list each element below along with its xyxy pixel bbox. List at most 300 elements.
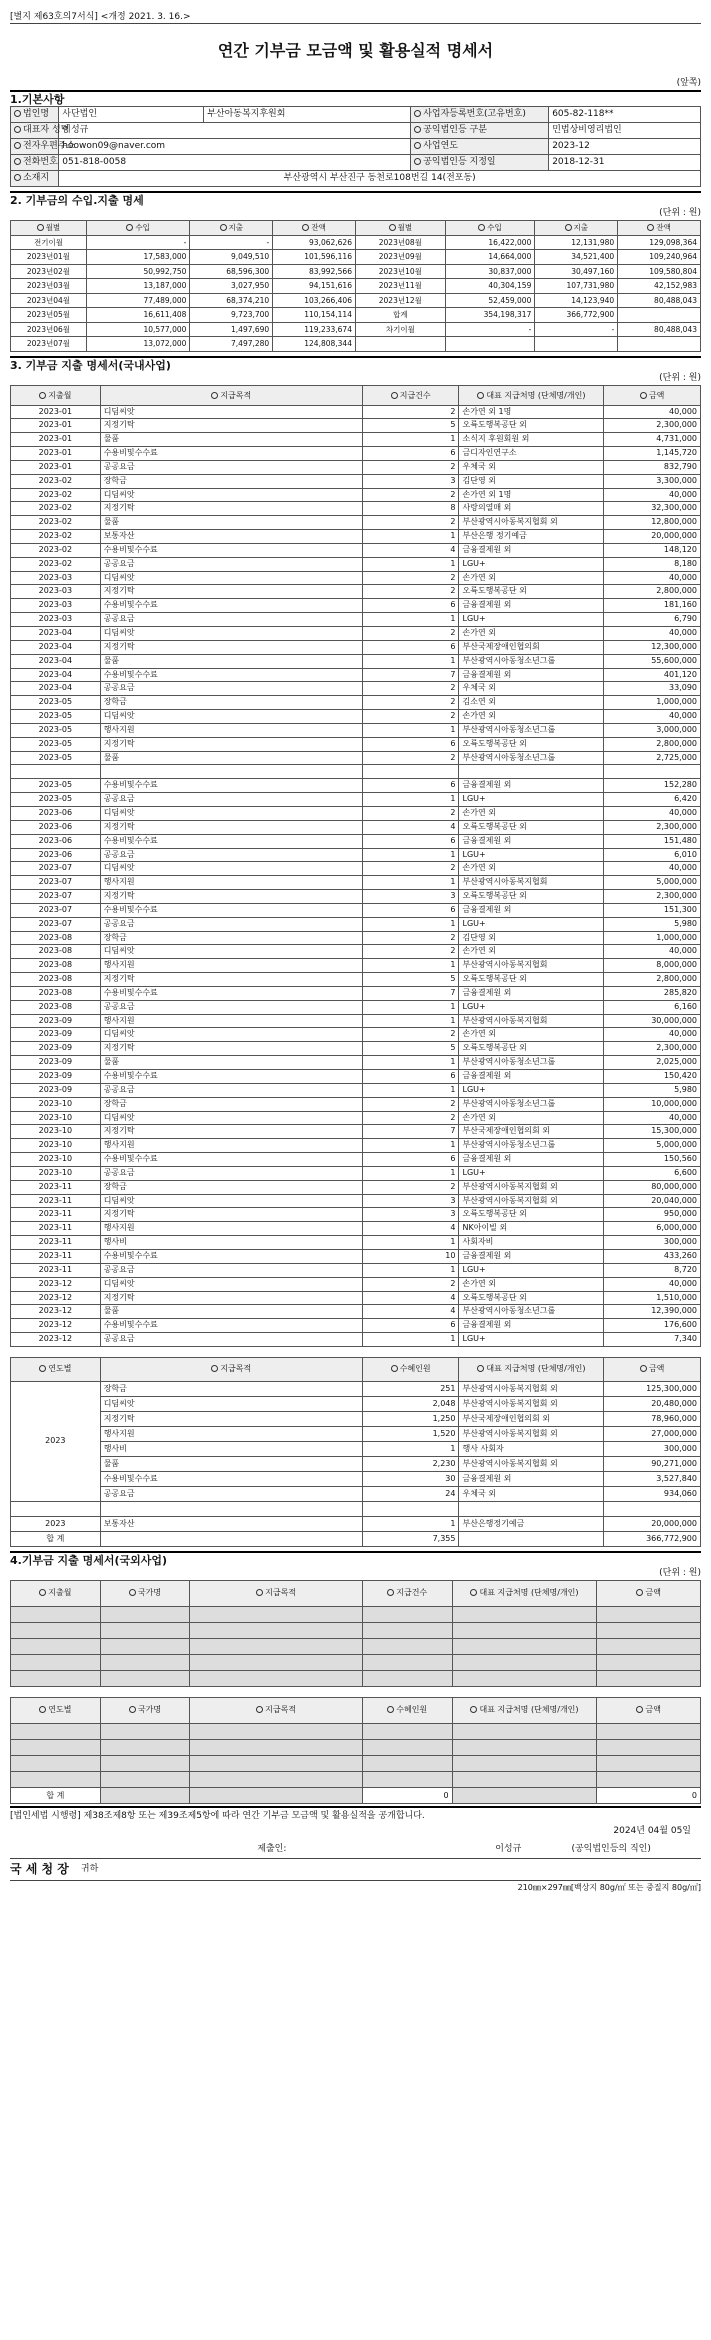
column-header-label: 국가명 [137, 1705, 162, 1715]
table-row [11, 1277, 701, 1291]
month-cell: 2023년03월 [11, 279, 87, 294]
count-cell: 1 [362, 1236, 459, 1250]
count-cell: 1 [362, 1166, 459, 1180]
table-row [11, 1333, 701, 1347]
table-row [11, 848, 701, 862]
recipient-cell: 오륙도행복공단 외 [459, 1208, 604, 1222]
count-cell: 6 [362, 834, 459, 848]
month-cell: 2023-05 [11, 710, 101, 724]
purpose-cell: 장학금 [100, 1180, 362, 1194]
amount-cell: 14,123,940 [535, 293, 618, 308]
report-date: 2024년 04월 05일 [613, 1825, 691, 1836]
recipient-cell: 부산국제장애인협의회 외 [459, 1125, 604, 1139]
amount-cell: 832,790 [604, 460, 701, 474]
table-row [11, 1097, 701, 1111]
month-cell: 2023-12 [11, 1333, 101, 1347]
amount-cell: 40,000 [604, 806, 701, 820]
amount-cell: 8,720 [604, 1263, 701, 1277]
amount-cell [618, 337, 701, 352]
recipient-cell: 부산광역시아동복지협회 외 [459, 516, 604, 530]
table-row [11, 820, 701, 834]
column-header-label: 지급목적 [220, 390, 252, 400]
column-header [597, 1580, 701, 1606]
circle-bullet-icon [14, 126, 21, 133]
foreign-unit-label: (단위 : 원) [659, 1567, 701, 1578]
column-header [452, 1697, 597, 1723]
count-cell: 2 [362, 806, 459, 820]
month-cell: 2023-01 [11, 447, 101, 461]
amount-cell: 125,300,000 [604, 1381, 701, 1396]
count-cell: 251 [362, 1381, 459, 1396]
empty-cell [190, 1771, 363, 1787]
amount-cell: 176,600 [604, 1319, 701, 1333]
amount-cell: 152,280 [604, 779, 701, 793]
month-cell: 2023년09월 [355, 250, 445, 265]
table-row [11, 1153, 701, 1167]
amount-cell: 300,000 [604, 1441, 701, 1456]
month-cell: 2023-11 [11, 1249, 101, 1263]
domestic-header-row [11, 385, 701, 405]
column-header [604, 1357, 701, 1381]
circle-bullet-icon [478, 224, 485, 231]
table-row [11, 1166, 701, 1180]
basic-row [11, 171, 701, 187]
purpose-cell: 공공요금 [100, 848, 362, 862]
month-cell: 전기이월 [11, 235, 87, 250]
month-cell: 2023-09 [11, 1070, 101, 1084]
month-cell: 2023-08 [11, 986, 101, 1000]
purpose-cell: 수용비및수수료 [100, 1070, 362, 1084]
amount-cell: 55,600,000 [604, 654, 701, 668]
amount-cell: 14,664,000 [445, 250, 535, 265]
month-cell: 합계 [355, 308, 445, 323]
agency-name: 국 세 청 장 [10, 1862, 69, 1877]
recipient-cell: 김단영 외 [459, 474, 604, 488]
count-cell: 6 [362, 1153, 459, 1167]
month-cell: 2023년10월 [355, 264, 445, 279]
amount-cell: - [535, 322, 618, 337]
circle-bullet-icon [636, 1706, 643, 1713]
amount-cell: 80,000,000 [604, 1180, 701, 1194]
amount-cell: 10,000,000 [604, 1097, 701, 1111]
count-cell: 4 [362, 1222, 459, 1236]
summary-row [11, 1441, 701, 1456]
circle-bullet-icon [39, 392, 46, 399]
empty-cell [362, 1654, 452, 1670]
count-cell: 1 [362, 793, 459, 807]
income-row [11, 279, 701, 294]
month-cell: 2023-01 [11, 419, 101, 433]
table-row [11, 931, 701, 945]
column-header [535, 221, 618, 236]
month-cell: 2023년07월 [11, 337, 87, 352]
recipient-cell: 소식지 후원회원 외 [459, 433, 604, 447]
basic-value: 사단법인 [59, 107, 204, 123]
count-cell: 2,230 [362, 1456, 459, 1471]
purpose-cell: 보통자산 [100, 530, 362, 544]
recipient-cell: 금융결제원 외 [459, 1471, 604, 1486]
column-header [11, 1357, 101, 1381]
count-cell: 1 [362, 723, 459, 737]
summary-header-row [11, 1357, 701, 1381]
purpose-cell: 보통자산 [100, 1516, 362, 1531]
circle-bullet-icon [211, 392, 218, 399]
recipient-cell: 금융결제원 외 [459, 599, 604, 613]
circle-bullet-icon [39, 1706, 46, 1713]
circle-bullet-icon [565, 224, 572, 231]
column-header [618, 221, 701, 236]
column-header [604, 385, 701, 405]
empty-cell [452, 1755, 597, 1771]
count-cell: 2 [362, 627, 459, 641]
count-cell: 1 [362, 557, 459, 571]
recipient-cell: LGU+ [459, 613, 604, 627]
submitter-label: 제출인: [257, 1843, 287, 1854]
count-cell: 2 [362, 488, 459, 502]
count-cell: 3 [362, 1194, 459, 1208]
amount-cell: - [86, 235, 190, 250]
total-amount: 366,772,900 [604, 1531, 701, 1546]
month-cell: 2023-09 [11, 1014, 101, 1028]
foreign-empty-row [11, 1670, 701, 1686]
purpose-cell: 물품 [100, 516, 362, 530]
count-cell: 2 [362, 1180, 459, 1194]
empty-cell [362, 1501, 459, 1516]
recipient-cell: 사랑의열매 외 [459, 502, 604, 516]
month-cell: 2023-08 [11, 945, 101, 959]
empty-cell [11, 1654, 101, 1670]
table-row [11, 890, 701, 904]
empty-cell [100, 1670, 190, 1686]
purpose-cell: 공공요금 [100, 682, 362, 696]
table-row [11, 1042, 701, 1056]
paper-spec: 210㎜×297㎜[백상지 80g/㎡ 또는 중질지 80g/㎡] [10, 1880, 701, 1894]
recipient-cell: 금융결제원 외 [459, 834, 604, 848]
recipient-cell: 우체국 외 [459, 1486, 604, 1501]
empty-cell [190, 1755, 363, 1771]
empty-cell [100, 1654, 190, 1670]
empty-cell [100, 1638, 190, 1654]
recipient-cell: LGU+ [459, 848, 604, 862]
column-header [452, 1580, 597, 1606]
amount-cell: 40,000 [604, 710, 701, 724]
total-count: 0 [362, 1787, 452, 1803]
count-cell: 2 [362, 751, 459, 765]
basic-label: 대표자 성명 [11, 123, 59, 139]
count-cell: 1,250 [362, 1411, 459, 1426]
amount-cell: 40,000 [604, 488, 701, 502]
amount-cell: 30,497,160 [535, 264, 618, 279]
table-row [11, 1236, 701, 1250]
empty-cell [190, 1739, 363, 1755]
circle-bullet-icon [129, 1706, 136, 1713]
count-cell: 1 [362, 654, 459, 668]
amount-cell: 354,198,317 [445, 308, 535, 323]
month-cell: 2023-12 [11, 1319, 101, 1333]
amount-cell: 103,266,406 [273, 293, 356, 308]
count-cell: 6 [362, 599, 459, 613]
purpose-cell: 공공요금 [100, 793, 362, 807]
empty-cell [452, 1739, 597, 1755]
table-row [11, 1263, 701, 1277]
summary-total-row [11, 1531, 701, 1546]
month-cell: 2023-08 [11, 959, 101, 973]
basic-value: 이성규 [59, 123, 411, 139]
month-cell: 2023-10 [11, 1111, 101, 1125]
circle-bullet-icon [636, 1589, 643, 1596]
recipient-cell: 금디자인연구소 [459, 447, 604, 461]
count-cell: 1 [362, 1333, 459, 1347]
table-row [11, 474, 701, 488]
summary-row [11, 1381, 701, 1396]
month-cell: 2023-09 [11, 1056, 101, 1070]
amount-cell: 40,000 [604, 862, 701, 876]
table-row [11, 834, 701, 848]
amount-cell: 181,160 [604, 599, 701, 613]
recipient-cell: 금융결제원 외 [459, 1153, 604, 1167]
purpose-cell: 지정기탁 [100, 890, 362, 904]
count-cell: 5 [362, 419, 459, 433]
circle-bullet-icon [302, 224, 309, 231]
amount-cell: 2,800,000 [604, 973, 701, 987]
recipient-cell: 손가연 외 [459, 862, 604, 876]
income-header-row [11, 221, 701, 236]
count-cell: 1 [362, 433, 459, 447]
column-header-label: 금액 [648, 390, 665, 400]
amount-cell: 20,000,000 [604, 530, 701, 544]
recipient-cell: 손가연 외 [459, 627, 604, 641]
column-header [100, 385, 362, 405]
purpose-cell: 디딤씨앗 [100, 945, 362, 959]
count-cell: 1,520 [362, 1426, 459, 1441]
basic-row [11, 107, 701, 123]
purpose-cell: 지정기탁 [100, 1042, 362, 1056]
month-cell: 2023-09 [11, 1042, 101, 1056]
count-cell: 8 [362, 502, 459, 516]
amount-cell: 110,154,114 [273, 308, 356, 323]
table-row [11, 986, 701, 1000]
count-cell: 1 [362, 1083, 459, 1097]
table-row [11, 917, 701, 931]
month-cell: 2023년01월 [11, 250, 87, 265]
amount-cell: 32,300,000 [604, 502, 701, 516]
amount-cell: 52,459,000 [445, 293, 535, 308]
empty-cell [11, 1755, 101, 1771]
circle-bullet-icon [387, 1589, 394, 1596]
recipient-cell: 오륙도행복공단 외 [459, 737, 604, 751]
purpose-cell: 장학금 [100, 1381, 362, 1396]
count-cell: 1 [362, 917, 459, 931]
table-row [11, 793, 701, 807]
count-cell: 1 [362, 1441, 459, 1456]
amount-cell: 40,000 [604, 1111, 701, 1125]
total-count: 7,355 [362, 1531, 459, 1546]
purpose-cell: 지정기탁 [100, 1208, 362, 1222]
basic-value-right: 2023-12 [549, 139, 701, 155]
purpose-cell: 행사지원 [100, 1014, 362, 1028]
recipient-cell: 부산광역시아동청소년그룹 [459, 1305, 604, 1319]
amount-cell: 40,000 [604, 1277, 701, 1291]
recipient-cell: 부산국제장애인협의회 [459, 640, 604, 654]
empty-cell [597, 1723, 701, 1739]
amount-cell: 433,260 [604, 1249, 701, 1263]
column-header-label: 지출 [573, 223, 588, 232]
count-cell: 24 [362, 1486, 459, 1501]
amount-cell: 2,800,000 [604, 585, 701, 599]
recipient-cell: 부산광역시아동복지협회 [459, 1014, 604, 1028]
count-cell: 2 [362, 1028, 459, 1042]
month-cell: 2023-04 [11, 627, 101, 641]
column-header-label: 대표 지급처명 (단체명/개인) [479, 1588, 579, 1598]
basic-label-right: 공익법인등 구분 [411, 123, 549, 139]
recipient-cell: 사회자비 [459, 1236, 604, 1250]
circle-bullet-icon [414, 126, 421, 133]
count-cell: 2 [362, 1111, 459, 1125]
recipient-cell: 오륙도행복공단 외 [459, 890, 604, 904]
column-header [100, 1697, 190, 1723]
empty-cell [100, 1755, 190, 1771]
count-cell: 7 [362, 986, 459, 1000]
amount-cell: 80,488,043 [618, 293, 701, 308]
purpose-cell: 공공요금 [100, 1263, 362, 1277]
column-header-label: 연도별 [48, 1705, 72, 1715]
table-row [11, 599, 701, 613]
amount-cell: 94,151,616 [273, 279, 356, 294]
total-amount: 0 [597, 1787, 701, 1803]
amount-cell: 1,497,690 [190, 322, 273, 337]
recipient-cell: 우체국 외 [459, 682, 604, 696]
recipient-cell: 부산광역시아동복지협회 외 [459, 1396, 604, 1411]
table-row [11, 862, 701, 876]
circle-bullet-icon [414, 142, 421, 149]
domestic-table [10, 385, 701, 1347]
count-cell: 3 [362, 890, 459, 904]
empty-cell [597, 1755, 701, 1771]
table-row [11, 502, 701, 516]
purpose-cell: 디딤씨앗 [100, 627, 362, 641]
month-cell: 2023-02 [11, 502, 101, 516]
amount-cell: 124,808,344 [273, 337, 356, 352]
empty-cell [362, 1638, 452, 1654]
amount-cell [618, 308, 701, 323]
foreign-summary-empty-row [11, 1755, 701, 1771]
month-cell: 2023-11 [11, 1222, 101, 1236]
count-cell: 2,048 [362, 1396, 459, 1411]
amount-cell: 1,510,000 [604, 1291, 701, 1305]
amount-cell: 9,049,510 [190, 250, 273, 265]
column-header [11, 1580, 101, 1606]
purpose-cell: 공공요금 [100, 1166, 362, 1180]
amount-cell: 3,000,000 [604, 723, 701, 737]
count-cell: 2 [362, 460, 459, 474]
month-cell: 2023-04 [11, 668, 101, 682]
amount-cell: 109,240,964 [618, 250, 701, 265]
purpose-cell: 장학금 [100, 474, 362, 488]
circle-bullet-icon [477, 1365, 484, 1372]
count-cell: 3 [362, 474, 459, 488]
table-row [11, 627, 701, 641]
table-row [11, 903, 701, 917]
month-cell: 2023년06월 [11, 322, 87, 337]
foreign-summary-empty-row [11, 1723, 701, 1739]
recipient-cell: 부산광역시아동복지협회 [459, 959, 604, 973]
table-row [11, 1319, 701, 1333]
purpose-cell: 디딤씨앗 [100, 1194, 362, 1208]
amount-cell: - [190, 235, 273, 250]
month-cell: 2023-05 [11, 723, 101, 737]
empty-cell [452, 1771, 597, 1787]
foreign-summary-table [10, 1697, 701, 1804]
amount-cell: 285,820 [604, 986, 701, 1000]
basic-value-right: 605-82-118** [549, 107, 701, 123]
amount-cell: 6,420 [604, 793, 701, 807]
count-cell: 1 [362, 1000, 459, 1014]
empty-cell [362, 1739, 452, 1755]
month-cell: 2023년05월 [11, 308, 87, 323]
empty-cell [452, 1638, 597, 1654]
month-cell [355, 337, 445, 352]
purpose-cell: 장학금 [100, 931, 362, 945]
submitter-line [10, 1840, 701, 1858]
recipient-cell: 부산광역시아동복지협회 외 [459, 1426, 604, 1441]
purpose-cell: 지정기탁 [100, 973, 362, 987]
empty-cell [604, 1501, 701, 1516]
amount-cell: 78,960,000 [604, 1411, 701, 1426]
purpose-cell: 행사지원 [100, 876, 362, 890]
empty-cell [100, 1606, 190, 1622]
amount-cell: 40,000 [604, 627, 701, 641]
basic-value: hoowon09@naver.com [59, 139, 411, 155]
section-domestic-title: 3. 기부금 지출 명세서(국내사업) [10, 356, 701, 372]
amount-cell: 5,980 [604, 917, 701, 931]
count-cell: 7 [362, 1125, 459, 1139]
table-row [11, 668, 701, 682]
basic-value: 051-818-0058 [59, 155, 411, 171]
month-cell: 2023-01 [11, 433, 101, 447]
column-header-label: 금액 [645, 1588, 661, 1598]
purpose-cell: 행사비 [100, 1236, 362, 1250]
recipient-cell: LGU+ [459, 793, 604, 807]
amount-cell: 5,000,000 [604, 876, 701, 890]
column-header-label: 지출 [228, 223, 244, 232]
amount-cell: 7,497,280 [190, 337, 273, 352]
amount-cell: 40,000 [604, 405, 701, 419]
purpose-cell: 물품 [100, 1305, 362, 1319]
recipient-cell: 손가연 외 [459, 945, 604, 959]
amount-cell: 1,145,720 [604, 447, 701, 461]
month-cell: 2023-03 [11, 571, 101, 585]
month-cell: 2023-10 [11, 1097, 101, 1111]
month-cell: 2023-10 [11, 1125, 101, 1139]
summary-row [11, 1456, 701, 1471]
count-cell: 2 [362, 682, 459, 696]
amount-cell: 2,300,000 [604, 890, 701, 904]
count-cell: 7 [362, 668, 459, 682]
column-header-label: 수혜인원 [396, 1705, 428, 1715]
count-cell: 5 [362, 973, 459, 987]
income-table [10, 220, 701, 352]
amount-cell: 2,300,000 [604, 419, 701, 433]
circle-bullet-icon [470, 1706, 477, 1713]
total-label: 합 계 [11, 1531, 101, 1546]
month-cell: 2023-03 [11, 585, 101, 599]
purpose-cell: 물품 [100, 433, 362, 447]
month-cell: 2023-02 [11, 530, 101, 544]
purpose-cell: 공공요금 [100, 460, 362, 474]
amount-cell: 16,611,408 [86, 308, 190, 323]
recipient-cell: 손가연 외 1명 [459, 405, 604, 419]
column-header [362, 1357, 459, 1381]
